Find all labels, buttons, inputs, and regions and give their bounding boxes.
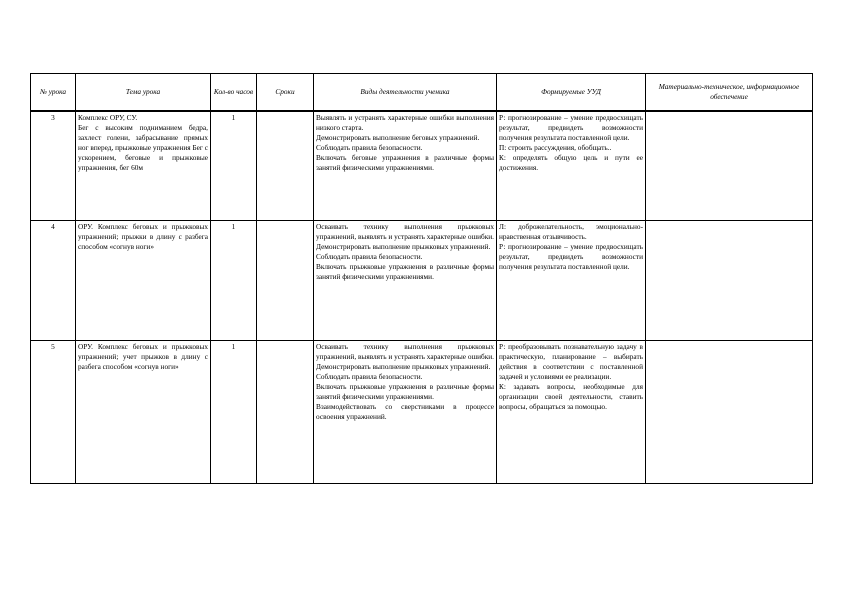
activity-item: Включать прыжковые упражнения в различные формы занятий физическими упражнениями. — [316, 381, 494, 401]
lesson-uud — [497, 340, 646, 483]
uud-item: К: задавать вопросы, необходимые для организации своей деятельности, ставить вопросы, обращаться за помощью. — [499, 381, 643, 411]
uud-item: К: определять общую цель и пути ее достижения. — [499, 153, 643, 173]
header-activities: Виды деятельности ученика — [314, 74, 497, 112]
activity-item: Демонстрировать выполнение прыжковых упражнений. — [316, 241, 491, 251]
header-lesson-theme: Тема урока — [76, 74, 211, 112]
activity-item: Демонстрировать выполнение беговых упражнений. — [316, 133, 480, 143]
activity-item: Взаимодействовать со сверстниками в процессе освоения упражнений. — [316, 401, 494, 421]
lesson-theme — [76, 340, 211, 483]
lesson-hours: 1 — [211, 340, 257, 483]
uud-item: Л: доброжелательность, эмоционально-нравственная отзывчивость. — [499, 221, 643, 241]
lesson-hours: 1 — [211, 220, 257, 340]
header-hours: Кол-во часов — [211, 74, 257, 112]
lesson-number: 5 — [31, 340, 76, 483]
activity-item: Соблюдать правила безопасности. — [316, 371, 423, 381]
activity-item: Включать прыжковые упражнения в различные формы занятий физическими упражнениями. — [316, 261, 494, 281]
lesson-resources — [646, 111, 813, 220]
uud-item: Р: прогнозирование – умение предвосхищать результат, предвидеть возможности получения результата поставленной цели. — [499, 241, 643, 271]
uud-item: П: строить рассуждения, обобщать.. — [499, 143, 612, 153]
activity-item: Соблюдать правила безопасности. — [316, 251, 423, 261]
table-row — [31, 340, 813, 483]
lesson-plan-table — [30, 73, 813, 484]
lesson-uud — [497, 220, 646, 340]
lesson-resources — [646, 340, 813, 483]
lesson-uud — [497, 111, 646, 220]
uud-item: Р: преобразовывать познавательную задачу в практическую, планирование – выбирать действия в соответствии с поставленной задачей и условиями ее реализации. — [499, 341, 643, 381]
lesson-hours: 1 — [211, 111, 257, 220]
lesson-activities — [314, 220, 497, 340]
header-dates: Сроки — [257, 74, 314, 112]
activity-item: Демонстрировать выполнение прыжковых упражнений. — [316, 361, 491, 371]
uud-item: Р: прогнозирование – умение предвосхищать результат, предвидеть возможности получения результата поставленной цели. — [499, 113, 643, 143]
header-lesson-number: № урока — [31, 74, 76, 112]
lesson-dates — [257, 220, 314, 340]
activity-item: Выявлять и устранять характерные ошибки выполнения низкого старта. — [316, 113, 494, 133]
lesson-activities — [314, 111, 497, 220]
lesson-theme — [76, 111, 211, 220]
lesson-number: 4 — [31, 220, 76, 340]
activity-item: Соблюдать правила безопасности. — [316, 143, 423, 153]
header-row — [31, 74, 813, 112]
lesson-theme — [76, 220, 211, 340]
table-row — [31, 111, 813, 220]
header-resources: Материально-техническое, информационное обеспечение — [646, 74, 813, 112]
activity-item: Осваивать технику выполнения прыжковых упражнений, выявлять и устранять характерные ошибки. — [316, 341, 494, 361]
activity-item: Включать беговые упражнения в различные формы занятий физическими упражнениями. — [316, 153, 494, 173]
header-uud: Формируемые УУД — [497, 74, 646, 112]
theme-line: Комплекс ОРУ, СУ. — [78, 113, 138, 122]
theme-line: ОРУ. Комплекс беговых и прыжковых упражнений; учет прыжков в длину с разбега способом «согнув ноги» — [78, 341, 208, 371]
activity-item: Осваивать технику выполнения прыжковых упражнений, выявлять и устранять характерные ошибки. — [316, 221, 494, 241]
lesson-number: 3 — [31, 111, 76, 220]
theme-line: Бег с высоким подниманием бедра, захлест голени, забрасывание прямых ног вперед, прыжковые упражнения Бег с ускорением, беговые и прыжковые упражнения, бег 60м — [78, 123, 208, 173]
lesson-dates — [257, 111, 314, 220]
lesson-activities — [314, 340, 497, 483]
theme-line: ОРУ. Комплекс беговых и прыжковых упражнений; прыжки в длину с разбега способом «согнув ноги» — [78, 221, 208, 251]
table-row — [31, 220, 813, 340]
lesson-dates — [257, 340, 314, 483]
lesson-resources — [646, 220, 813, 340]
